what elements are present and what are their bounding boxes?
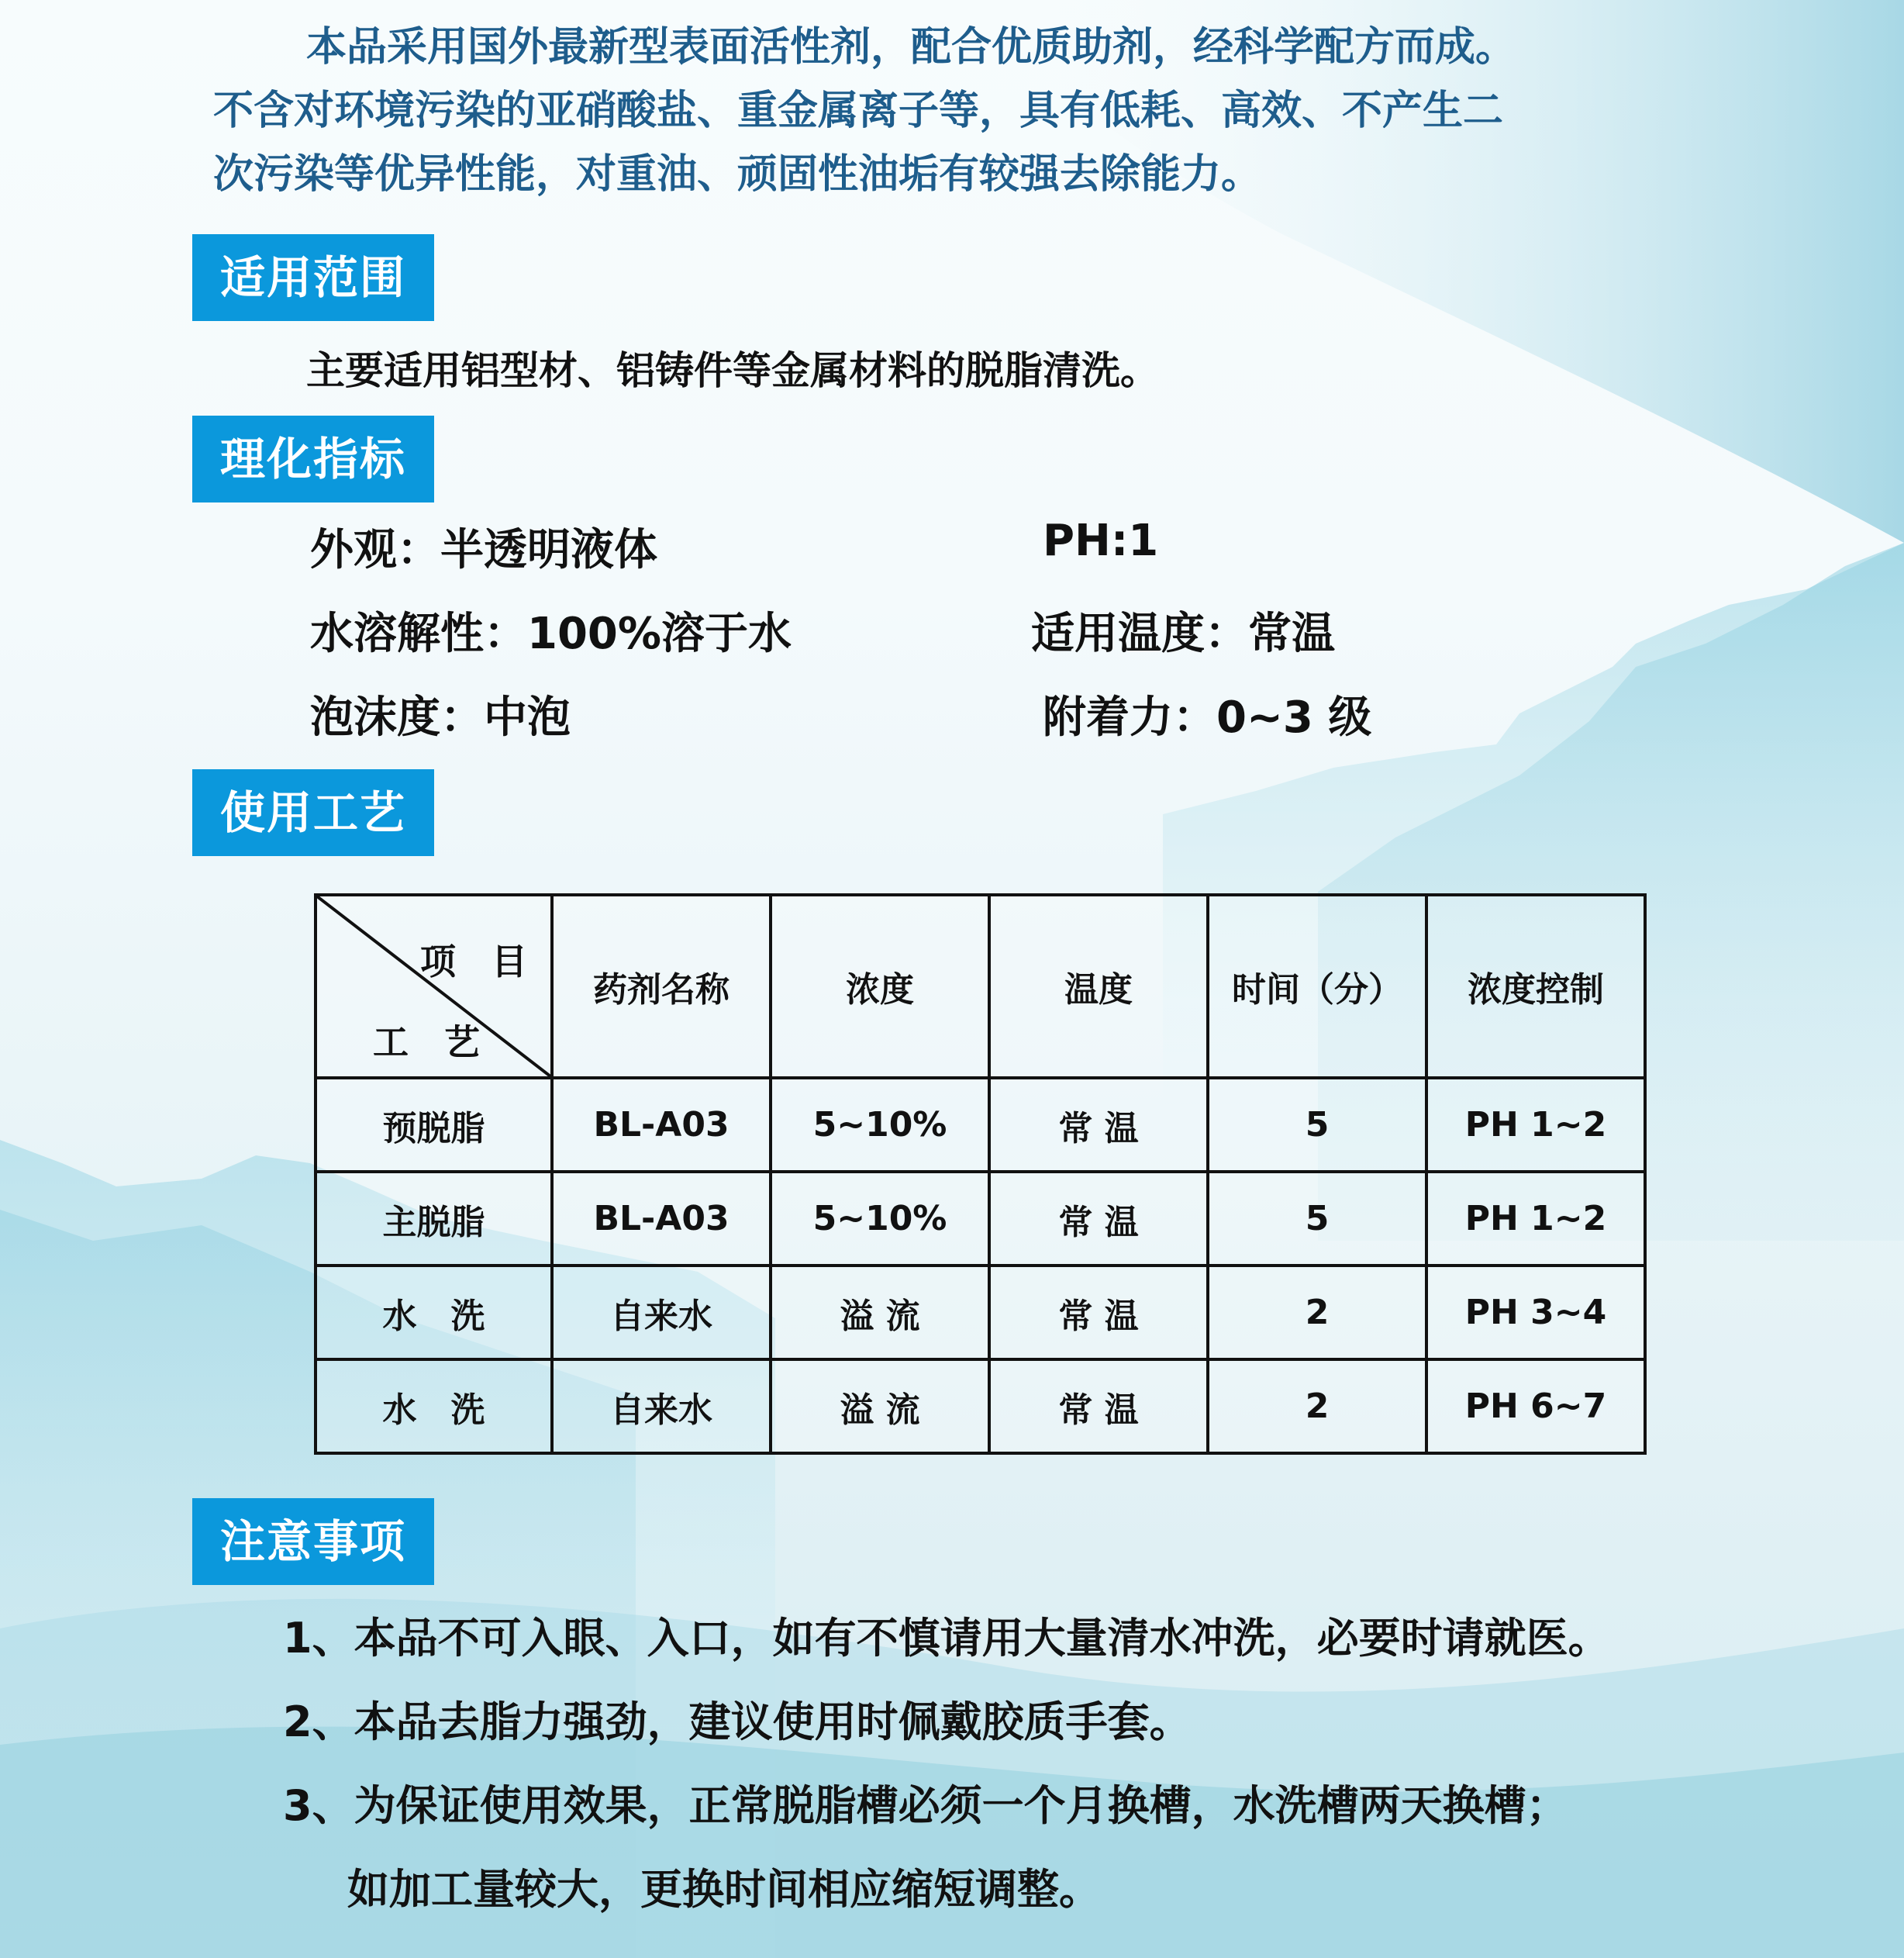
- table-row: [316, 1266, 1645, 1359]
- intro-line-2: 不含对环境污染的亚硝酸盐、重金属离子等，具有低耗、高效、不产生二: [213, 88, 1504, 134]
- intro-paragraph: [213, 16, 1686, 206]
- header-cell: 浓度: [771, 895, 989, 1078]
- table-cell: BL-A03: [552, 1078, 771, 1172]
- note-item-1: 1、本品不可入眼、入口，如有不慎请用大量清水冲洗，必要时请就医。: [283, 1614, 1610, 1663]
- intro-line-3: 次污染等优异性能，对重油、顽固性油垢有较强去除能力。: [213, 151, 1262, 198]
- table-cell: 2: [1208, 1266, 1426, 1359]
- specs-heading: 理化指标: [192, 416, 434, 502]
- note-item-3-continued: 如加工量较大，更换时间相应缩短调整。: [347, 1865, 1101, 1914]
- table-cell: 5: [1208, 1172, 1426, 1266]
- spec-temperature: 适用温度：常温: [1031, 609, 1335, 659]
- table-cell: 预脱脂: [316, 1078, 552, 1172]
- table-cell: BL-A03: [552, 1172, 771, 1266]
- table-cell: 常 温: [989, 1078, 1208, 1172]
- intro-line-1: 本品采用国外最新型表面活性剂，配合优质助剂，经科学配方而成。: [306, 24, 1516, 71]
- table-cell: PH 1~2: [1426, 1078, 1645, 1172]
- table-cell: 常 温: [989, 1172, 1208, 1266]
- header-cell: 浓度控制: [1426, 895, 1645, 1078]
- spec-solubility: 水溶解性：100%溶于水: [310, 609, 792, 659]
- table-cell: PH 3~4: [1426, 1266, 1645, 1359]
- corner-top-label: 项 目: [420, 941, 527, 982]
- table-cell: 水 洗: [316, 1266, 552, 1359]
- scope-heading: 适用范围: [192, 234, 434, 321]
- table-cell: PH 6~7: [1426, 1359, 1645, 1453]
- corner-bottom-label: 工 艺: [373, 1021, 480, 1063]
- table-header-row: [316, 895, 1645, 1078]
- spec-foam: 泡沫度：中泡: [310, 692, 571, 743]
- spec-appearance: 外观：半透明液体: [310, 525, 657, 575]
- table-cell: 自来水: [552, 1359, 771, 1453]
- table-cell: 主脱脂: [316, 1172, 552, 1266]
- corner-cell: [316, 895, 552, 1078]
- table-cell: 5: [1208, 1078, 1426, 1172]
- table-cell: 常 温: [989, 1266, 1208, 1359]
- table-cell: 5~10%: [771, 1078, 989, 1172]
- table-cell: 5~10%: [771, 1172, 989, 1266]
- table-cell: 2: [1208, 1359, 1426, 1453]
- note-item-2: 2、本品去脂力强劲，建议使用时佩戴胶质手套。: [283, 1697, 1192, 1746]
- header-cell: 温度: [989, 895, 1208, 1078]
- table-row: [316, 1359, 1645, 1453]
- table-cell: 溢 流: [771, 1266, 989, 1359]
- header-cell: 时间（分）: [1208, 895, 1426, 1078]
- table-cell: PH 1~2: [1426, 1172, 1645, 1266]
- table-cell: 溢 流: [771, 1359, 989, 1453]
- table-row: [316, 1172, 1645, 1266]
- process-table: [314, 893, 1647, 1455]
- process-heading: 使用工艺: [192, 769, 434, 856]
- note-item-3: 3、为保证使用效果，正常脱脂槽必须一个月换槽，水洗槽两天换槽；: [283, 1781, 1568, 1830]
- table-cell: 常 温: [989, 1359, 1208, 1453]
- table-cell: 自来水: [552, 1266, 771, 1359]
- spec-adhesion: 附着力：0~3 级: [1043, 692, 1372, 743]
- spec-ph: PH:1: [1043, 516, 1159, 566]
- header-cell: 药剂名称: [552, 895, 771, 1078]
- scope-text: 主要适用铝型材、铝铸件等金属材料的脱脂清洗。: [306, 348, 1159, 393]
- table-cell: 水 洗: [316, 1359, 552, 1453]
- table-row: [316, 1078, 1645, 1172]
- notes-heading: 注意事项: [192, 1498, 434, 1585]
